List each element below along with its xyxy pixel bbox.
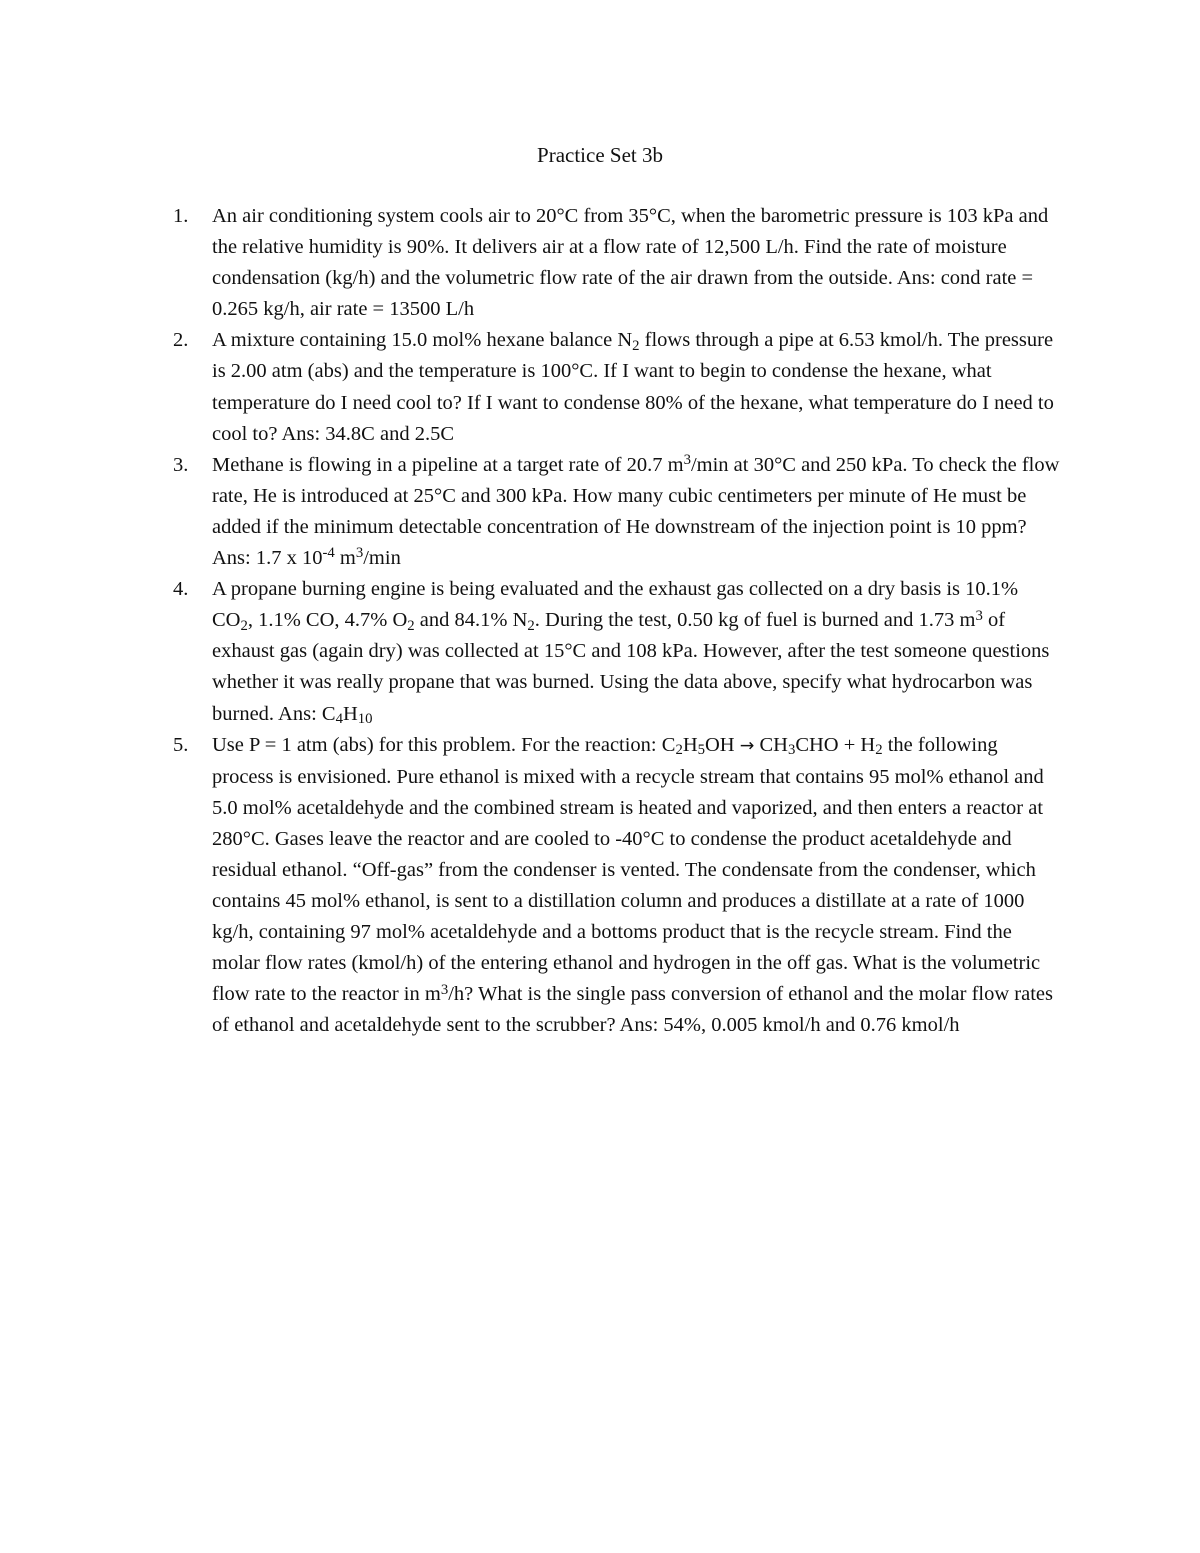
problem-5 <box>173 730 1063 1042</box>
subscript: 2 <box>407 617 415 634</box>
problem-text-part: the following process is envisioned. Pure ethanol is mixed with a recycle stream that contains 95 mol% ethanol and 5.0 mol% acetaldehyde and the combined stream is heated and vaporized, and then enters a reactor at 280°C. Gases leave the reactor and are cooled to -40°C to condense the product acetaldehyde and residual ethanol. “Off-gas” from the condenser is vented. The condensate from the condenser, which contains 45 mol% ethanol, is sent to a distillation column and produces a distillate at a rate of 1000 kg/h, containing 97 mol% acetaldehyde and a bottoms product that is the recycle stream. Find the molar flow rates (kmol/h) of the entering ethanol and hydrogen in the off gas. What is the volumetric flow rate to the reactor in m <box>212 733 1044 1006</box>
superscript: 3 <box>683 452 691 469</box>
problem-text-part: Use P = 1 atm (abs) for this problem. For the reaction: C <box>212 733 676 756</box>
problem-3 <box>173 450 1063 574</box>
problem-text-part: H <box>342 702 358 725</box>
subscript: 2 <box>875 742 883 759</box>
problem-text-part: A mixture containing 15.0 mol% hexane balance N <box>212 329 633 352</box>
superscript: 3 <box>975 607 983 624</box>
problem-text-part: , 1.1% CO, 4.7% O <box>247 609 408 632</box>
problem-text-part: /min at 30°C and 250 kPa. To check the flow rate, He is introduced at 25°C and 300 kPa. How many cubic centimeters per minute of He must be added if the minimum detectable concentration of He downstream of the injection point is 10 ppm? Ans: 1.7 x 10 <box>212 453 1060 570</box>
problem-number: 5. <box>173 733 189 756</box>
problem-2 <box>173 325 1063 449</box>
subscript: 10 <box>357 711 373 728</box>
subscript: 4 <box>335 711 343 728</box>
problem-text-part: CH <box>754 733 788 756</box>
problem-text-part: H <box>682 733 698 756</box>
subscript: 3 <box>787 742 796 759</box>
problem-text-part: OH <box>705 733 740 756</box>
problem-text-part: CHO + H <box>795 733 876 756</box>
problem-number: 1. <box>173 205 189 227</box>
problem-text-part: Methane is flowing in a pipeline at a target rate of 20.7 m <box>212 453 684 476</box>
subscript: 5 <box>697 742 705 759</box>
problem-text-part: /h? What is the single pass conversion of ethanol and the molar flow rates of ethanol and acetaldehyde sent to the scrubber? Ans: 54%, 0.005 kmol/h and 0.76 kmol/h <box>212 983 1053 1037</box>
superscript: 3 <box>355 545 364 562</box>
superscript: -4 <box>322 545 335 562</box>
subscript: 2 <box>632 338 640 355</box>
problem-text-part: A propane burning engine is being evaluated and the exhaust gas collected on a dry basis is 10.1% CO <box>212 578 1019 632</box>
superscript: 3 <box>440 981 449 998</box>
problem-text-part: and 84.1% N <box>414 609 528 632</box>
problem-text-part: /min <box>363 547 401 570</box>
subscript: 2 <box>675 742 683 759</box>
subscript: 2 <box>240 617 248 634</box>
problem-text-part: of exhaust gas (again dry) was collected at 15°C and 108 kPa. However, after the test someone questions whether it was really propane that was burned. Using the data above, specify what hydrocarbon was burned. Ans: C <box>212 609 1050 725</box>
problem-text-part: . During the test, 0.50 kg of fuel is burned and 1.73 m <box>534 609 976 632</box>
problem-text-part: flows through a pipe at 6.53 kmol/h. The pressure is 2.00 atm (abs) and the temperature is 100°C. If I want to begin to condense the hexane, what temperature do I need cool to? If I want to condense 80% of the hexane, what temperature do I need to cool to? Ans: 34.8C and 2.5C <box>212 329 1054 445</box>
problem-text-part: m <box>334 547 356 570</box>
reaction-arrow-icon: → <box>739 735 755 756</box>
problem-number: 3. <box>173 453 189 476</box>
subscript: 2 <box>527 617 535 634</box>
problem-list <box>173 201 1063 1042</box>
problem-1 <box>173 201 1063 325</box>
problem-4 <box>173 574 1063 729</box>
page-title: Practice Set 3b <box>537 143 663 167</box>
problem-number: 4. <box>173 578 189 601</box>
problem-text: An air conditioning system cools air to 20°C from 35°C, when the barometric pressure is 103 kPa and the relative humidity is 90%. It delivers air at a flow rate of 12,500 L/h. Find the rate of moisture condensation (kg/h) and the volumetric flow rate of the air drawn from the outside. Ans: cond rate = 0.265 kg/h, air rate = 13500 L/h <box>212 205 1049 321</box>
problem-number: 2. <box>173 329 189 352</box>
